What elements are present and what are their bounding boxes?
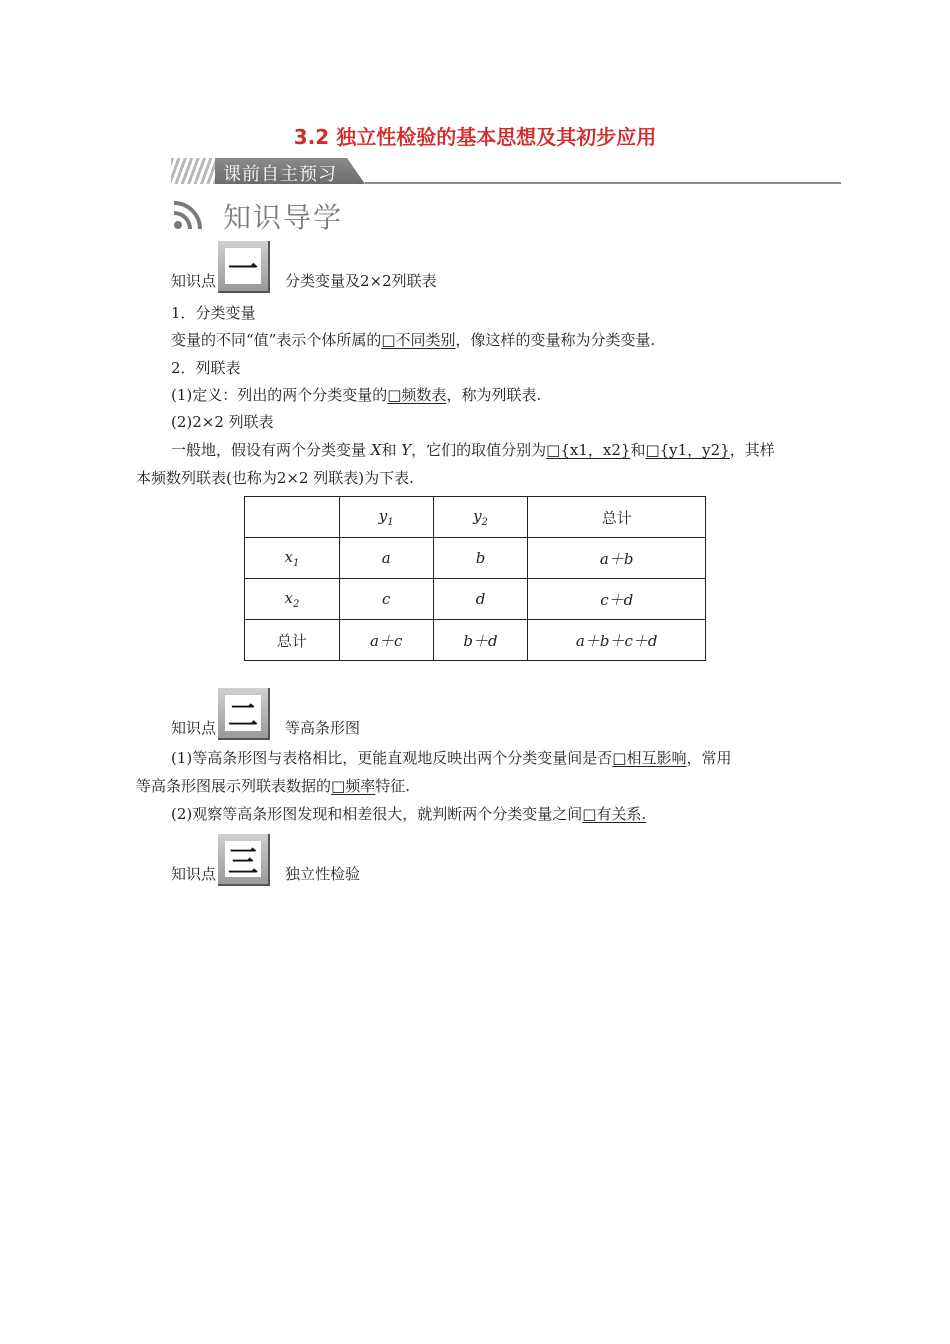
table-cell: a＋b＋c＋d xyxy=(528,620,706,661)
paragraph xyxy=(171,439,775,460)
fill-blank: □相互影响 xyxy=(612,749,687,767)
table-row xyxy=(245,579,706,620)
table-cell: $x_2$ xyxy=(245,579,340,620)
text: 等高条形图展示列联表数据的 xyxy=(136,777,332,795)
banner-divider xyxy=(365,182,841,184)
section-heading: 1．分类变量 xyxy=(171,304,256,322)
text: 变量的不同“值”表示个体所属的 xyxy=(171,331,382,349)
knowledge-point-1 xyxy=(171,241,671,293)
paragraph xyxy=(136,775,410,796)
table-cell: $y_2$ xyxy=(433,497,528,538)
fill-blank: □频率 xyxy=(331,777,376,795)
table-cell: 总计 xyxy=(528,497,706,538)
guide-heading xyxy=(171,196,371,236)
variable: X xyxy=(370,441,382,459)
kp-number: 一 xyxy=(225,248,261,284)
page-title: 3.2 独立性检验的基本思想及其初步应用 xyxy=(293,125,657,149)
fill-blank: □{x1，x2} xyxy=(546,441,631,459)
fill-blank: □不同类别 xyxy=(381,331,456,349)
table-cell: b＋d xyxy=(433,620,528,661)
section-heading: 2．列联表 xyxy=(171,359,241,377)
knowledge-point-2 xyxy=(171,688,671,740)
text: 和 xyxy=(381,441,402,459)
contingency-table xyxy=(244,496,706,661)
text: 和 xyxy=(630,441,646,459)
text: ，它们的取值分别为 xyxy=(411,441,547,459)
text: ，常用 xyxy=(686,749,732,767)
knowledge-point-3 xyxy=(171,834,671,886)
table-cell: $y_1$ xyxy=(339,497,433,538)
fill-blank: □有关系. xyxy=(582,805,647,823)
guide-label: 知识导学 xyxy=(223,201,344,234)
text: (2)观察等高条形图发现和相差很大，就判断两个分类变量之间 xyxy=(171,805,583,823)
fill-blank: □频数表 xyxy=(387,386,447,404)
text: 特征. xyxy=(375,777,410,795)
table-header-row xyxy=(245,497,706,538)
kp-number-badge xyxy=(218,834,270,886)
text: ，其样 xyxy=(729,441,775,459)
text: 一般地，假设有两个分类变量 xyxy=(171,441,371,459)
text: (1)定义：列出的两个分类变量的 xyxy=(171,386,388,404)
section-banner xyxy=(171,158,841,186)
table-cell: b xyxy=(433,538,528,579)
banner-stripes xyxy=(171,158,216,184)
table-cell: a＋c xyxy=(339,620,433,661)
banner-label: 课前自主预习 xyxy=(223,164,337,185)
paragraph xyxy=(171,747,731,768)
variable: Y xyxy=(401,441,412,459)
kp-title: 独立性检验 xyxy=(285,865,361,883)
table-cell: $x_1$ xyxy=(245,538,340,579)
table-cell: 总计 xyxy=(245,620,340,661)
kp-number: 三 xyxy=(225,841,261,877)
table-cell: a＋b xyxy=(528,538,706,579)
table-cell: a xyxy=(339,538,433,579)
text: (1)等高条形图与表格相比，更能直观地反映出两个分类变量间是否 xyxy=(171,749,613,767)
table-row xyxy=(245,620,706,661)
paragraph: 本频数列联表(也称为2×2 列联表)为下表. xyxy=(136,469,414,487)
table-cell xyxy=(245,497,340,538)
paragraph xyxy=(171,384,541,405)
kp-title: 分类变量及2×2列联表 xyxy=(285,272,437,290)
paragraph xyxy=(171,329,655,350)
kp-number-badge xyxy=(218,688,270,740)
kp-label: 知识点 xyxy=(171,272,217,290)
table-cell: c xyxy=(339,579,433,620)
rss-icon xyxy=(171,196,207,232)
table-row xyxy=(245,538,706,579)
kp-number: 二 xyxy=(225,695,261,731)
kp-label: 知识点 xyxy=(171,719,217,737)
table-cell: d xyxy=(433,579,528,620)
kp-title: 等高条形图 xyxy=(285,719,361,737)
kp-label: 知识点 xyxy=(171,865,217,883)
text: ，像这样的变量称为分类变量. xyxy=(455,331,656,349)
subheading: (2)2×2 列联表 xyxy=(171,413,274,431)
fill-blank: □{y1，y2} xyxy=(645,441,730,459)
text: ，称为列联表. xyxy=(446,386,542,404)
paragraph xyxy=(171,803,646,824)
table-cell: c＋d xyxy=(528,579,706,620)
kp-number-badge xyxy=(218,241,270,293)
